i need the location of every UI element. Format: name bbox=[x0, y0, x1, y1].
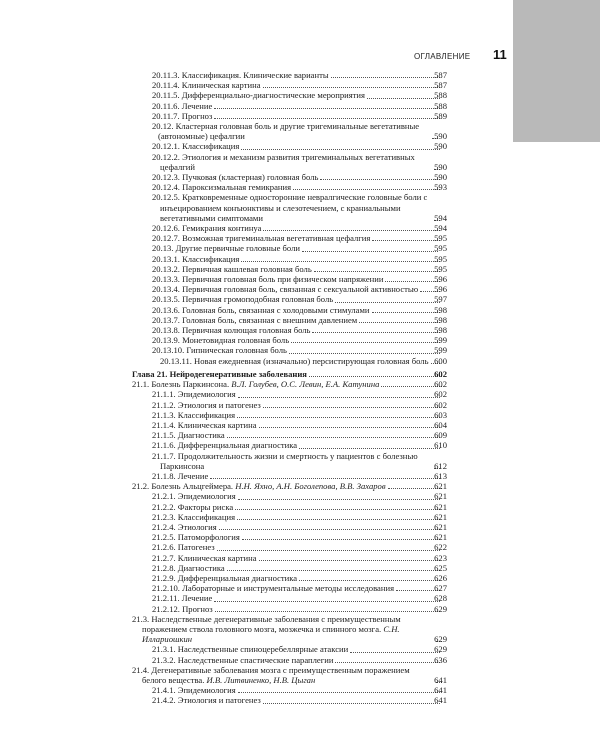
toc-entry-text: 21.2.4. Этиология bbox=[152, 521, 217, 532]
toc-entry-page: 589 bbox=[434, 110, 447, 121]
toc-entry[interactable] bbox=[132, 121, 447, 141]
toc-entry-page: 626 bbox=[434, 572, 447, 583]
toc-entry-title bbox=[152, 501, 234, 512]
toc-entry-title bbox=[132, 481, 386, 492]
dot-leader bbox=[291, 341, 440, 343]
toc-entry-text: 20.11.6. Лечение bbox=[152, 100, 213, 111]
toc-entry-page: 593 bbox=[434, 182, 447, 193]
toc-entry-page: 629 bbox=[434, 634, 447, 645]
toc-entry[interactable] bbox=[132, 243, 447, 253]
toc-entry-title bbox=[132, 613, 434, 645]
toc-entry-text: 20.13.7. Головная боль, связанная с внешним давлением bbox=[152, 314, 358, 325]
dot-leader bbox=[381, 385, 442, 387]
toc-entry-title bbox=[152, 440, 298, 451]
toc-entry-text: 20.12.3. Пучковая (кластерная) головная боль bbox=[152, 172, 319, 183]
dot-leader bbox=[238, 396, 440, 398]
toc-entry-page: 622 bbox=[434, 542, 447, 553]
toc-entry-text: 20.13.11. Новая ежедневная (изначально) персистирующая головная боль bbox=[160, 355, 429, 366]
toc-entry-text: 20.13.1. Классификация bbox=[152, 253, 240, 264]
dot-leader bbox=[385, 280, 440, 282]
toc-entry-authors: Н.Н. Яхно, А.Н. Боголепова, В.В. Захаров bbox=[235, 481, 386, 492]
toc-entry[interactable] bbox=[132, 294, 447, 304]
toc-entry[interactable] bbox=[132, 101, 447, 111]
toc-entry[interactable] bbox=[132, 542, 447, 552]
toc-entry-title bbox=[152, 562, 225, 573]
toc-entry[interactable] bbox=[132, 502, 447, 512]
dot-leader bbox=[259, 559, 441, 561]
toc-entry[interactable] bbox=[132, 90, 447, 100]
toc-entry-text: 21.2. Болезнь Альцгеймера. bbox=[132, 481, 234, 492]
toc-entry-text: 20.13.10. Гипническая головная боль bbox=[152, 345, 287, 356]
toc-entry-text: 21.2.1. Эпидемиология bbox=[152, 491, 236, 502]
toc-entry-text: 21.1.5. Диагностика bbox=[152, 430, 225, 441]
dot-leader bbox=[214, 107, 440, 109]
toc-entry[interactable] bbox=[132, 369, 447, 379]
toc-entry-text: 21.1.8. Лечение bbox=[152, 470, 209, 481]
toc-entry-title bbox=[152, 121, 430, 142]
toc-entry-page: 621 bbox=[434, 532, 447, 543]
toc-entry-title bbox=[152, 182, 292, 193]
toc-entry-text: 20.13.4. Первичная головная боль, связанная с сексуальной активностью bbox=[152, 284, 419, 295]
toc-entry-page: 587 bbox=[434, 70, 447, 80]
toc-entry-text: 20.11.7. Прогноз bbox=[152, 110, 213, 121]
dot-leader bbox=[372, 239, 440, 241]
dot-leader bbox=[238, 498, 440, 500]
toc-entry-text: 20.12.7. Возможная тригеминальная вегетативная цефалгия bbox=[152, 233, 371, 244]
toc-entry-title bbox=[132, 664, 434, 685]
toc-entry-title bbox=[152, 70, 329, 80]
toc-entry-title bbox=[152, 470, 209, 481]
toc-entry[interactable] bbox=[132, 553, 447, 563]
toc-entry[interactable] bbox=[132, 141, 447, 151]
dot-leader bbox=[214, 117, 440, 119]
toc-entry-title bbox=[152, 151, 432, 172]
toc-entry-page: 621 bbox=[434, 501, 447, 512]
toc-entry[interactable] bbox=[132, 223, 447, 233]
dot-leader bbox=[367, 97, 440, 99]
toc-entry[interactable] bbox=[132, 80, 447, 90]
dot-leader bbox=[263, 406, 440, 408]
toc-entry-title bbox=[152, 532, 240, 543]
toc-entry-text: 21.4.1. Эпидемиология bbox=[152, 685, 236, 696]
dot-leader bbox=[227, 569, 440, 571]
toc-entry-page: 587 bbox=[434, 80, 447, 91]
toc-entry-text: 21.2.2. Факторы риска bbox=[152, 501, 234, 512]
toc-entry-title bbox=[152, 419, 257, 430]
running-title: ОГЛАВЛЕНИЕ bbox=[414, 52, 471, 61]
toc-entry-page: 594 bbox=[434, 212, 447, 223]
toc-entry-page: 590 bbox=[434, 161, 447, 172]
toc-entry-page: 598 bbox=[434, 325, 447, 336]
toc-entry[interactable] bbox=[132, 471, 447, 481]
dot-leader bbox=[335, 301, 440, 303]
toc-entry[interactable] bbox=[132, 325, 447, 335]
toc-entry-text: 21.3.1. Наследственные спиноцеребеллярные атаксии bbox=[152, 644, 349, 655]
dot-leader bbox=[350, 651, 440, 653]
toc-entry-title bbox=[152, 572, 298, 583]
toc-entry-title bbox=[152, 695, 261, 706]
toc-entry-page: 625 bbox=[434, 562, 447, 573]
page-header bbox=[0, 47, 600, 67]
dot-leader bbox=[293, 188, 440, 190]
toc-entry[interactable] bbox=[132, 264, 447, 274]
dot-leader bbox=[241, 148, 440, 150]
toc-entry-title bbox=[152, 644, 349, 655]
toc-entry-page: 599 bbox=[434, 335, 447, 346]
dot-leader bbox=[331, 76, 440, 78]
toc-entry-page: 600 bbox=[434, 355, 447, 366]
toc-entry-text: 20.11.3. Классификация. Клинические варианты bbox=[152, 70, 329, 80]
toc-entry-page: 641 bbox=[434, 674, 447, 685]
dot-leader bbox=[335, 661, 440, 663]
toc-entry[interactable] bbox=[132, 593, 447, 603]
toc-entry[interactable] bbox=[132, 233, 447, 243]
toc-entry-text: 20.12.4. Пароксизмальная гемикрания bbox=[152, 182, 292, 193]
toc-entry-title bbox=[132, 368, 307, 379]
toc-entry-authors: С.Н. Иллариошкин bbox=[142, 623, 400, 645]
toc-entry-title bbox=[152, 294, 334, 305]
toc-entry[interactable] bbox=[132, 356, 447, 366]
toc-entry-page: 602 bbox=[434, 399, 447, 410]
toc-entry-text: 20.13.6. Головная боль, связанная с холодовыми стимулами bbox=[152, 304, 370, 315]
dot-leader bbox=[219, 528, 440, 530]
toc-entry-page: 629 bbox=[434, 644, 447, 655]
toc-entry-title bbox=[152, 430, 225, 441]
toc-entry-page: 599 bbox=[434, 345, 447, 356]
toc-entry-title bbox=[152, 233, 371, 244]
toc-entry-title bbox=[152, 491, 236, 502]
table-of-contents bbox=[132, 70, 447, 706]
dot-leader bbox=[237, 416, 440, 418]
toc-entry[interactable] bbox=[132, 685, 447, 695]
toc-entry[interactable] bbox=[132, 345, 447, 355]
toc-entry-title bbox=[152, 243, 301, 254]
toc-entry-page: 609 bbox=[434, 430, 447, 441]
toc-entry-title bbox=[152, 80, 261, 91]
toc-entry[interactable] bbox=[132, 400, 447, 410]
toc-entry-page: 602 bbox=[434, 389, 447, 400]
toc-entry-text: 20.12.2. Этиология и механизм развития тригеминальных вегетативных цефалгий bbox=[152, 151, 415, 172]
toc-entry-text: 21.2.10. Лабораторные и инструментальные методы исследования bbox=[152, 583, 395, 594]
toc-entry-page: 598 bbox=[434, 314, 447, 325]
toc-entry-page: 621 bbox=[434, 521, 447, 532]
dot-leader bbox=[314, 270, 440, 272]
toc-entry-title bbox=[152, 552, 257, 563]
toc-entry-page: 594 bbox=[434, 223, 447, 234]
toc-entry-text: 21.1.3. Классификация bbox=[152, 409, 236, 420]
dot-leader bbox=[214, 600, 440, 602]
toc-entry-text: 20.13.8. Первичная колющая головная боль bbox=[152, 325, 311, 336]
toc-entry-page: 590 bbox=[434, 172, 447, 183]
toc-entry-text: 21.2.5. Патоморфология bbox=[152, 532, 240, 543]
toc-entry-text: 21.3. Наследственные дегенеративные заболевания с преимущественным поражением ствола головного мозга, мозжечка и спинного мозга. bbox=[132, 613, 401, 634]
toc-entry-page: 641 bbox=[434, 685, 447, 696]
toc-entry[interactable] bbox=[132, 254, 447, 264]
toc-entry-title bbox=[152, 284, 419, 295]
toc-entry-page: 588 bbox=[434, 100, 447, 111]
toc-entry-page: 596 bbox=[434, 284, 447, 295]
toc-entry-text: 21.2.8. Диагностика bbox=[152, 562, 225, 573]
toc-entry-page: 595 bbox=[434, 263, 447, 274]
toc-entry[interactable] bbox=[132, 481, 447, 491]
toc-entry-title bbox=[152, 450, 432, 471]
toc-entry-title bbox=[152, 223, 262, 234]
toc-entry[interactable] bbox=[132, 420, 447, 430]
toc-entry-text: 20.13.5. Первичная громоподобная головная боль bbox=[152, 294, 334, 305]
toc-entry-page: 588 bbox=[434, 90, 447, 101]
toc-entry[interactable] bbox=[132, 532, 447, 542]
toc-entry-text: 20.13.2. Первичная кашлевая головная боль bbox=[152, 263, 312, 274]
toc-entry-title bbox=[152, 593, 213, 604]
toc-entry-title bbox=[152, 314, 358, 325]
toc-entry-page: 598 bbox=[434, 304, 447, 315]
toc-entry-title bbox=[152, 511, 236, 522]
toc-entry-text: 21.3.2. Наследственные спастические параплегии bbox=[152, 654, 334, 665]
toc-entry-page: 621 bbox=[434, 511, 447, 522]
toc-entry-page: 623 bbox=[434, 552, 447, 563]
toc-entry-title bbox=[152, 90, 365, 101]
toc-entry-page: 628 bbox=[434, 593, 447, 604]
toc-entry[interactable] bbox=[132, 614, 447, 645]
toc-entry-page: 613 bbox=[434, 470, 447, 481]
toc-entry-text: 21.1.6. Дифференциальная диагностика bbox=[152, 440, 298, 451]
dot-leader bbox=[210, 477, 440, 479]
toc-entry-page: 590 bbox=[434, 131, 447, 142]
toc-entry-page: 595 bbox=[434, 253, 447, 264]
toc-entry-title bbox=[152, 253, 240, 264]
toc-entry-title bbox=[152, 521, 217, 532]
dot-leader bbox=[309, 375, 442, 377]
toc-entry-title bbox=[152, 389, 236, 400]
toc-entry-title bbox=[152, 583, 395, 594]
toc-entry-page: 612 bbox=[434, 460, 447, 471]
toc-entry-text: 21.4. Дегенеративные заболевания мозга с преимущественным поражением белого вещества. bbox=[132, 664, 410, 685]
toc-entry-title bbox=[152, 685, 236, 696]
toc-entry[interactable] bbox=[132, 70, 447, 80]
toc-entry[interactable] bbox=[132, 172, 447, 182]
toc-entry[interactable] bbox=[132, 152, 447, 172]
toc-entry-page: 604 bbox=[434, 419, 447, 430]
toc-entry-title bbox=[152, 304, 370, 315]
toc-entry[interactable] bbox=[132, 440, 447, 450]
toc-entry-text: 20.11.4. Клиническая картина bbox=[152, 80, 261, 91]
toc-entry[interactable] bbox=[132, 111, 447, 121]
toc-entry-text: 20.12.1. Классификация bbox=[152, 141, 240, 152]
toc-entry-page: 596 bbox=[434, 274, 447, 285]
toc-entry-page: 627 bbox=[434, 583, 447, 594]
toc-entry[interactable] bbox=[132, 274, 447, 284]
toc-entry-title bbox=[152, 192, 432, 223]
toc-entry-text: 20.12.5. Кратковременные односторонние невралгические головные боли с инъецированием конъюнктивы и слезотечением, с краниальными вегетативными симптомами bbox=[152, 192, 428, 223]
toc-entry[interactable] bbox=[132, 430, 447, 440]
toc-entry-text: 20.13.3. Первичная головная боль при физическом напряжении bbox=[152, 274, 384, 285]
toc-entry[interactable] bbox=[132, 410, 447, 420]
toc-entry[interactable] bbox=[132, 315, 447, 325]
toc-entry-authors: И.В. Литвиненко, Н.В. Цыган bbox=[206, 674, 316, 685]
toc-entry-title bbox=[152, 542, 215, 553]
toc-entry[interactable] bbox=[132, 192, 447, 223]
dot-leader bbox=[263, 86, 441, 88]
toc-entry[interactable] bbox=[132, 182, 447, 192]
toc-entry-text: 20.12.6. Гемикрания континуа bbox=[152, 223, 262, 234]
dot-leader bbox=[217, 549, 440, 551]
toc-entry-title bbox=[152, 345, 287, 356]
toc-entry-title bbox=[152, 335, 290, 346]
toc-entry-page: 629 bbox=[434, 603, 447, 614]
toc-entry-title bbox=[152, 110, 213, 121]
toc-entry-text: 21.4.2. Этиология и патогенез bbox=[152, 695, 261, 706]
toc-entry[interactable] bbox=[132, 655, 447, 665]
toc-entry-page: 610 bbox=[434, 440, 447, 451]
dot-leader bbox=[359, 321, 440, 323]
dot-leader bbox=[235, 508, 440, 510]
toc-entry-title bbox=[152, 172, 319, 183]
toc-entry-page: 595 bbox=[434, 233, 447, 244]
toc-entry[interactable] bbox=[132, 335, 447, 345]
toc-entry-text: Глава 21. Нейродегенеративные заболевания bbox=[132, 368, 307, 379]
toc-entry[interactable] bbox=[132, 695, 447, 705]
toc-entry-title bbox=[152, 325, 311, 336]
toc-entry[interactable] bbox=[132, 389, 447, 399]
chapter-edge-tab bbox=[513, 0, 600, 142]
toc-entry[interactable] bbox=[132, 604, 447, 614]
toc-entry-page: 590 bbox=[434, 141, 447, 152]
toc-entry-title bbox=[132, 379, 380, 390]
toc-entry-text: 21.2.6. Патогенез bbox=[152, 542, 215, 553]
dot-leader bbox=[320, 178, 440, 180]
toc-entry-page: 602 bbox=[434, 379, 447, 390]
toc-entry[interactable] bbox=[132, 305, 447, 315]
toc-entry-title bbox=[152, 141, 240, 152]
toc-entry-text: 21.2.7. Клиническая картина bbox=[152, 552, 257, 563]
dot-leader bbox=[372, 311, 441, 313]
toc-entry-page: 636 bbox=[434, 654, 447, 665]
dot-leader bbox=[242, 538, 440, 540]
toc-entry-text: 20.12. Кластерная головная боль и другие тригеминальные вегетативные (автономные) цефалгии bbox=[152, 121, 420, 142]
toc-entry-title bbox=[160, 355, 429, 366]
toc-entry-page: 621 bbox=[434, 481, 447, 492]
toc-entry[interactable] bbox=[132, 522, 447, 532]
toc-entry-text: 21.1.4. Клиническая картина bbox=[152, 419, 257, 430]
dot-leader bbox=[299, 579, 440, 581]
toc-entry-text: 20.13.9. Монетовидная головная боль bbox=[152, 335, 290, 346]
dot-leader bbox=[299, 447, 440, 449]
toc-entry[interactable] bbox=[132, 563, 447, 573]
toc-entry[interactable] bbox=[132, 451, 447, 471]
toc-entry-title bbox=[152, 263, 312, 274]
toc-entry-page: 603 bbox=[434, 409, 447, 420]
toc-entry-text: 21.1. Болезнь Паркинсона. bbox=[132, 379, 230, 390]
toc-entry-page: 621 bbox=[434, 491, 447, 502]
toc-entry-text: 21.2.3. Классификация bbox=[152, 511, 236, 522]
toc-entry-text: 20.13. Другие первичные головные боли bbox=[152, 243, 301, 254]
toc-entry-page: 595 bbox=[434, 243, 447, 254]
dot-leader bbox=[227, 436, 440, 438]
toc-entry[interactable] bbox=[132, 665, 447, 685]
toc-entry-page: 641 bbox=[434, 695, 447, 706]
page-number: 11 bbox=[493, 47, 507, 62]
toc-entry[interactable] bbox=[132, 512, 447, 522]
dot-leader bbox=[263, 702, 440, 704]
dot-leader bbox=[241, 260, 440, 262]
toc-entry-text: 21.1.7. Продолжительность жизни и смертность у пациентов с болезнью Паркинсона bbox=[152, 450, 418, 471]
toc-entry-title bbox=[152, 399, 261, 410]
toc-entry-title bbox=[152, 100, 213, 111]
toc-entry-text: 21.1.1. Эпидемиология bbox=[152, 389, 236, 400]
dot-leader bbox=[238, 691, 440, 693]
toc-entry-title bbox=[152, 274, 384, 285]
toc-entry-text: 21.1.2. Этиология и патогенез bbox=[152, 399, 261, 410]
toc-entry-text: 21.2.9. Дифференциальная диагностика bbox=[152, 572, 298, 583]
dot-leader bbox=[259, 426, 441, 428]
toc-entry[interactable] bbox=[132, 573, 447, 583]
toc-entry-title bbox=[152, 409, 236, 420]
dot-leader bbox=[237, 518, 440, 520]
toc-entry-page: 602 bbox=[434, 368, 447, 379]
toc-entry[interactable] bbox=[132, 583, 447, 593]
toc-entry[interactable] bbox=[132, 491, 447, 501]
dot-leader bbox=[263, 229, 440, 231]
toc-entry-title bbox=[152, 654, 334, 665]
toc-entry[interactable] bbox=[132, 644, 447, 654]
toc-entry[interactable] bbox=[132, 284, 447, 294]
toc-entry[interactable] bbox=[132, 379, 447, 389]
dot-leader bbox=[302, 250, 438, 252]
dot-leader bbox=[289, 352, 440, 354]
dot-leader bbox=[215, 610, 440, 612]
toc-entry-authors: В.Л. Голубев, О.С. Левин, Е.А. Катунина bbox=[231, 379, 380, 390]
toc-entry-text: 20.11.5. Дифференциально-диагностические мероприятия bbox=[152, 90, 365, 101]
toc-entry-title bbox=[152, 603, 213, 614]
toc-entry-text: 21.2.12. Прогноз bbox=[152, 603, 213, 614]
dot-leader bbox=[312, 331, 440, 333]
toc-entry-text: 21.2.11. Лечение bbox=[152, 593, 213, 604]
toc-entry-page: 597 bbox=[434, 294, 447, 305]
